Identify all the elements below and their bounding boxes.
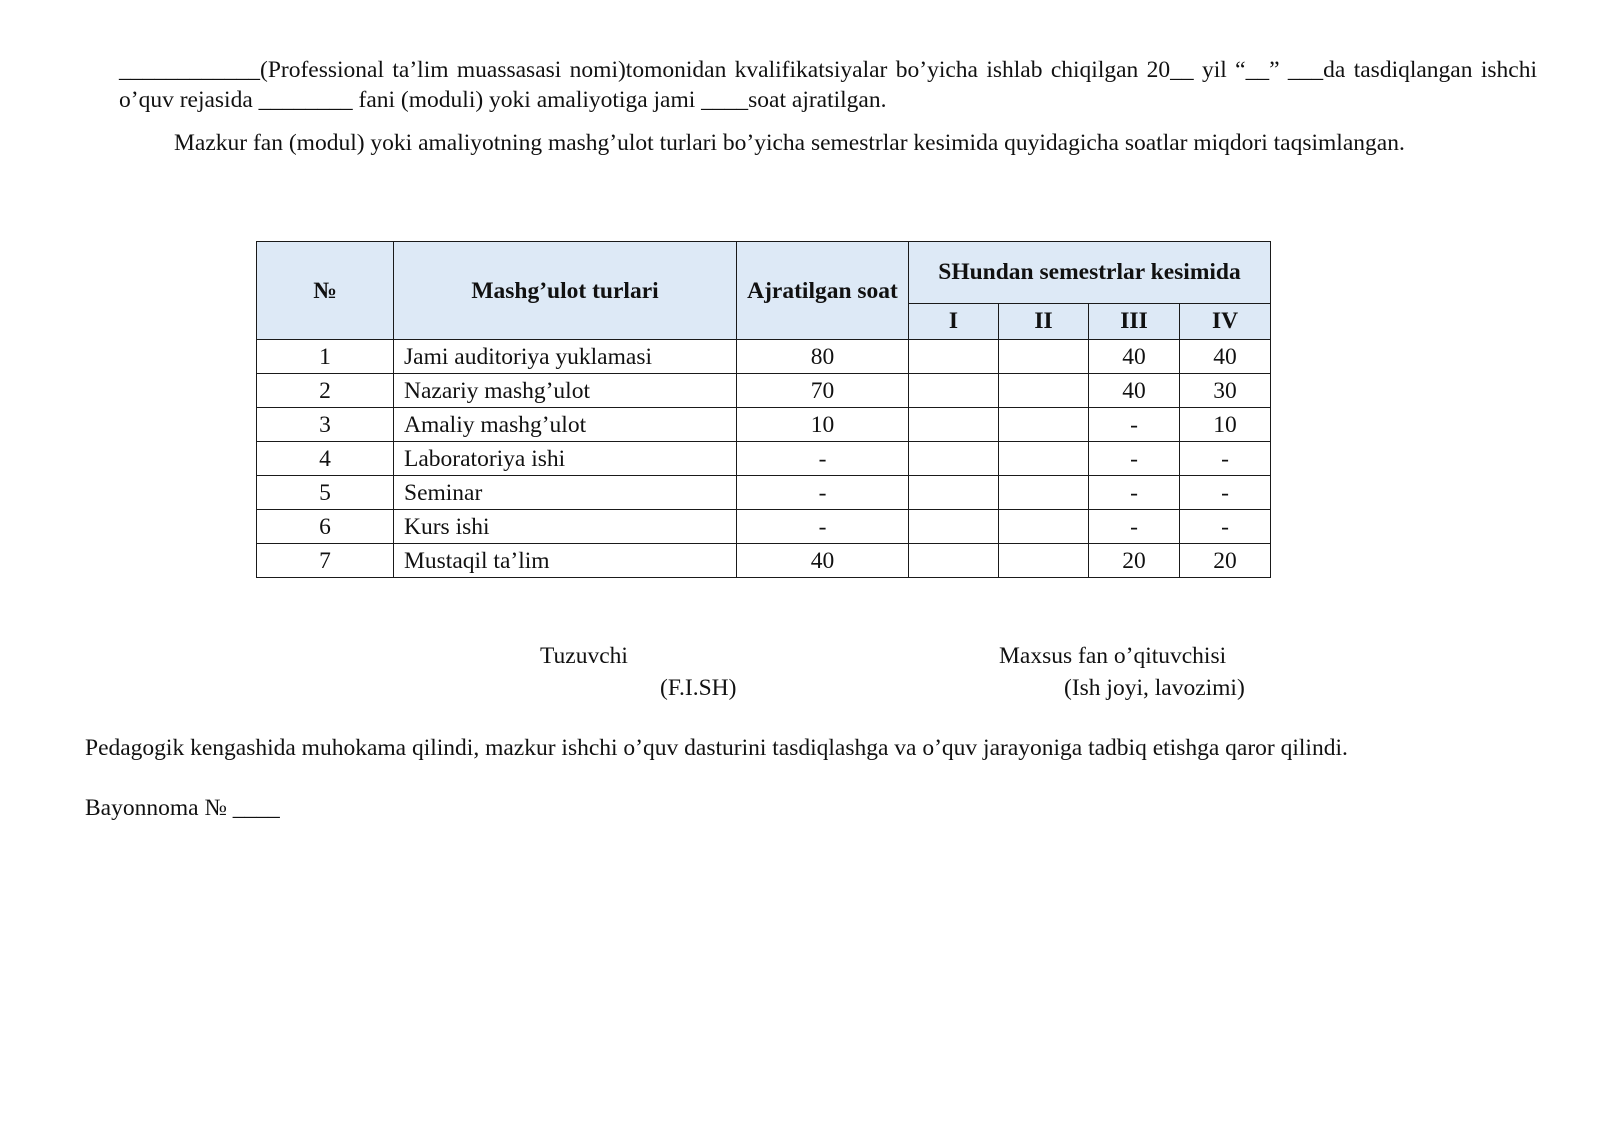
header-semester-2: II: [999, 303, 1089, 339]
row-lesson-type: Laboratoriya ishi: [394, 442, 737, 476]
table-row: [257, 442, 1271, 476]
intro-paragraph-distribution: Mazkur fan (modul) yoki amaliyotning mashg’ulot turlari bo’yicha semestrlar kesimida quyidagicha soatlar miqdori taqsimlangan.: [174, 130, 1405, 156]
row-lesson-type: Mustaqil ta’lim: [394, 544, 737, 578]
row-semester-4: -: [1180, 510, 1271, 544]
row-number: 2: [257, 374, 394, 408]
table-row: [257, 408, 1271, 442]
row-semester-1: [909, 442, 999, 476]
table-row: [257, 476, 1271, 510]
row-number: 5: [257, 476, 394, 510]
row-number: 7: [257, 544, 394, 578]
header-semester-3: III: [1089, 303, 1180, 339]
row-semester-4: 30: [1180, 374, 1271, 408]
row-lesson-type: Nazariy mashg’ulot: [394, 374, 737, 408]
row-hours: -: [737, 442, 909, 476]
teacher-caption: (Ish joyi, lavozimi): [1064, 675, 1245, 701]
row-semester-4: -: [1180, 442, 1271, 476]
row-semester-4: -: [1180, 476, 1271, 510]
row-semester-2: [999, 510, 1089, 544]
header-semester-4: IV: [1180, 303, 1271, 339]
row-semester-4: 10: [1180, 408, 1271, 442]
header-number: №: [257, 242, 394, 340]
row-number: 3: [257, 408, 394, 442]
row-lesson-type: Amaliy mashg’ulot: [394, 408, 737, 442]
row-semester-3: 20: [1089, 544, 1180, 578]
row-semester-2: [999, 340, 1089, 374]
hours-distribution-table: [256, 241, 1271, 578]
row-semester-2: [999, 374, 1089, 408]
row-lesson-type: Kurs ishi: [394, 510, 737, 544]
row-lesson-type: Seminar: [394, 476, 737, 510]
row-number: 1: [257, 340, 394, 374]
header-lesson-types: Mashg’ulot turlari: [394, 242, 737, 340]
table-row: [257, 544, 1271, 578]
row-number: 6: [257, 510, 394, 544]
row-semester-1: [909, 510, 999, 544]
intro-paragraph: ____________(Professional ta’lim muassasasi nomi)tomonidan kvalifikatsiyalar bo’yicha ishlab chiqilgan 20__ yil “__” ___da tasdiqlangan ishchi o’quv rejasida ________ fani (moduli) yoki amaliyotiga jami ____soat ajratilgan.: [119, 57, 1537, 113]
row-semester-3: 40: [1089, 340, 1180, 374]
row-semester-1: [909, 544, 999, 578]
row-semester-1: [909, 408, 999, 442]
header-semester-1: I: [909, 303, 999, 339]
row-hours: 40: [737, 544, 909, 578]
author-caption: (F.I.SH): [660, 675, 737, 701]
table-row: [257, 374, 1271, 408]
row-hours: 10: [737, 408, 909, 442]
row-semester-2: [999, 544, 1089, 578]
row-semester-3: 40: [1089, 374, 1180, 408]
row-semester-1: [909, 476, 999, 510]
teacher-label: Maxsus fan o’qituvchisi: [999, 643, 1227, 669]
row-hours: -: [737, 510, 909, 544]
row-semester-3: -: [1089, 476, 1180, 510]
row-semester-4: 20: [1180, 544, 1271, 578]
protocol-number: Bayonnoma № ____: [85, 795, 280, 821]
row-semester-1: [909, 340, 999, 374]
row-lesson-type: Jami auditoriya yuklamasi: [394, 340, 737, 374]
approval-paragraph: Pedagogik kengashida muhokama qilindi, mazkur ishchi o’quv dasturini tasdiqlashga va o’quv jarayoniga tadbiq etishga qaror qilindi.: [85, 735, 1348, 761]
row-semester-2: [999, 476, 1089, 510]
row-hours: -: [737, 476, 909, 510]
row-hours: 80: [737, 340, 909, 374]
table-row: [257, 510, 1271, 544]
header-semesters-group: SHundan semestrlar kesimida: [909, 242, 1271, 304]
author-label: Tuzuvchi: [540, 643, 628, 669]
row-number: 4: [257, 442, 394, 476]
row-semester-4: 40: [1180, 340, 1271, 374]
row-semester-1: [909, 374, 999, 408]
header-allocated-hours: Ajratilgan soat: [737, 242, 909, 340]
row-semester-3: -: [1089, 442, 1180, 476]
row-hours: 70: [737, 374, 909, 408]
row-semester-3: -: [1089, 510, 1180, 544]
row-semester-3: -: [1089, 408, 1180, 442]
row-semester-2: [999, 408, 1089, 442]
table-row: [257, 340, 1271, 374]
row-semester-2: [999, 442, 1089, 476]
